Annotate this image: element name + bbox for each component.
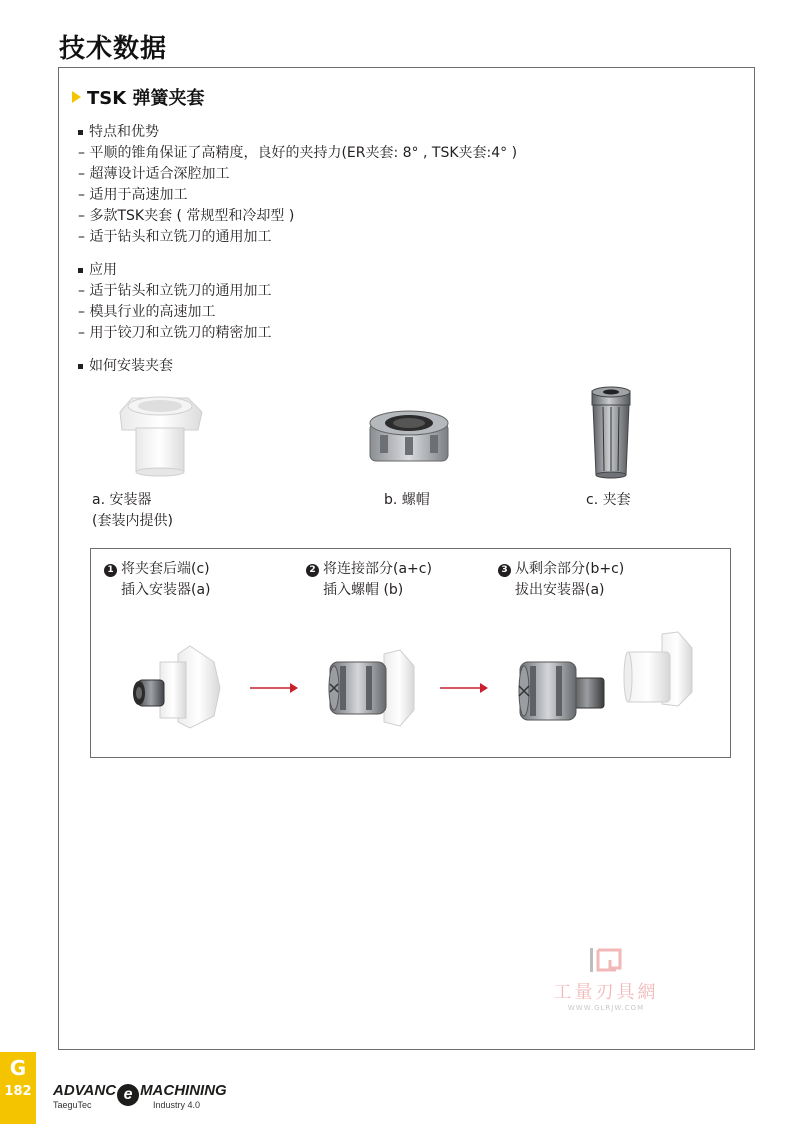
watermark [536,946,676,1012]
brand-advance: ADVANC [53,1082,117,1099]
step-2-image [326,648,416,728]
applications-heading [78,260,271,281]
install-block [78,356,173,377]
features-heading-text: 特点和优势 [89,124,159,140]
chapter-tab [0,1052,36,1124]
install-heading [78,356,173,377]
watermark-text: 工量刃具網 [553,982,659,1003]
step-3 [498,559,624,601]
page-title: 技术数据 [59,34,168,64]
step-3-image [516,652,608,732]
applications-item: – 用于铰刀和立铣刀的精密加工 [78,325,272,341]
arrow-right-icon [250,680,300,696]
product-b-label: b. 螺帽 [384,492,430,508]
step-1 [104,559,211,601]
chapter-letter: G [9,1056,27,1080]
step-line: 拔出安装器(a) [515,582,605,598]
product-a-label-line2: (套装内提供) [92,513,173,529]
section-title-text: TSK 弹簧夹套 [87,88,205,109]
features-block [78,122,517,248]
product-c-label: c. 夹套 [586,492,631,508]
nut-image [366,405,452,475]
step-number-icon: 3 [498,564,511,577]
brand-company: TaeguTec [53,1100,92,1110]
collet-image [584,385,638,485]
brand-e-mark: e [117,1084,139,1106]
step-line: 从剩余部分(b+c) [515,561,625,577]
step-1-image [130,642,225,732]
features-item: – 适用于高速加工 [78,187,188,203]
features-item: – 适于钻头和立铣刀的通用加工 [78,229,272,245]
product-a-label [92,490,173,532]
brand-logo [53,1082,227,1112]
step-number-icon: 1 [104,564,117,577]
features-item: – 多款TSK夹套 ( 常规型和冷却型 ) [78,208,295,224]
watermark-url: WWW.GLRJW.COM [567,1004,645,1012]
step-line: 将连接部分(a+c) [323,561,432,577]
brand-machining: MACHINING [140,1082,227,1099]
triangle-bullet-icon [72,91,81,103]
features-item: – 平顺的锥角保证了高精度，良好的夹持力(ER夹套: 8° , TSK夹套:4° ) [78,145,518,161]
brand-tagline: Industry 4.0 [153,1100,201,1110]
square-bullet-icon [78,268,83,273]
step-line: 插入安装器(a) [121,582,211,598]
page-number: 182 [4,1084,32,1099]
watermark-logo-icon [586,946,626,974]
square-bullet-icon [78,364,83,369]
step-3-installer-image [622,630,694,708]
applications-heading-text: 应用 [89,262,117,278]
features-item: – 超薄设计适合深腔加工 [78,166,230,182]
section-title [72,84,204,110]
arrow-right-icon [440,680,490,696]
applications-item: – 模具行业的高速加工 [78,304,216,320]
applications-block [78,260,271,344]
applications-item: – 适于钻头和立铣刀的通用加工 [78,283,272,299]
step-number-icon: 2 [306,564,319,577]
features-heading [78,122,517,143]
step-2 [306,559,432,601]
square-bullet-icon [78,130,83,135]
step-line: 将夹套后端(c) [121,561,210,577]
step-line: 插入螺帽 (b) [323,582,404,598]
installer-image [110,392,210,482]
install-heading-text: 如何安装夹套 [89,358,173,374]
product-a-label-line1: a. 安装器 [92,492,152,508]
